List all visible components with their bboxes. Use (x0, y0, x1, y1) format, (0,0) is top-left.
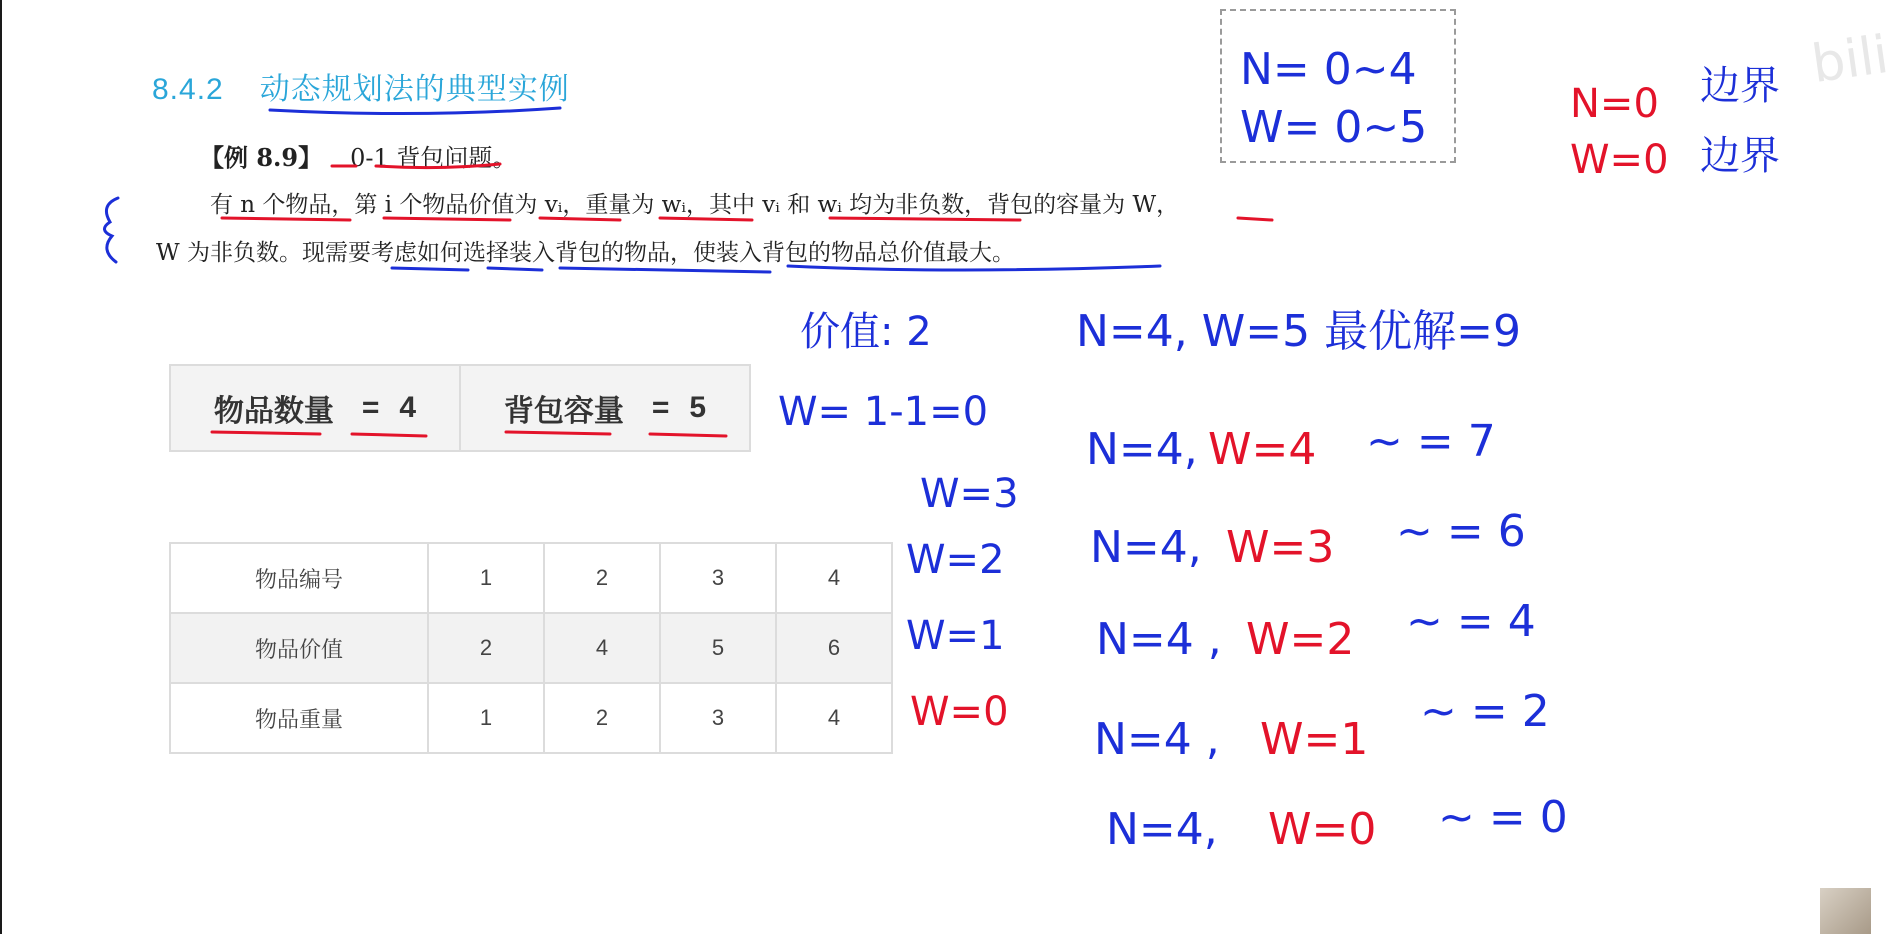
result-row-6-n: N=4, (1106, 804, 1218, 855)
boundary-n: N=0 (1570, 81, 1659, 127)
result-row-4-w: W=2 (1246, 614, 1355, 665)
capacity-equals: = (651, 391, 670, 424)
box-n-range: N= 0~4 (1240, 44, 1417, 95)
problem-text-line-2: W 为非负数。现需要考虑如何选择装入背包的物品，使装入背包的物品总价值最大。 (156, 240, 1015, 266)
w1-note: W=1 (906, 613, 1005, 659)
table-cell: 4 (544, 613, 660, 683)
result-row-6-value: ~ = 0 (1438, 792, 1568, 843)
title-underline (270, 108, 560, 114)
table-cell: 6 (776, 613, 892, 683)
example-underline (332, 164, 500, 168)
result-row-6-w: W=0 (1268, 804, 1377, 855)
result-row-5-value: ~ = 2 (1420, 686, 1550, 737)
example-title: 0-1 背包问题。 (350, 144, 517, 172)
para1-underlines (222, 218, 1272, 220)
section-title: 动态规划法的典型实例 (259, 73, 570, 106)
row-header: 物品重量 (170, 683, 428, 753)
result-row-5-n: N=4 , (1094, 714, 1220, 765)
result-row-4-n: N=4 , (1096, 614, 1222, 665)
box-w-range: W= 0~5 (1240, 102, 1428, 153)
bilibili-watermark-logo: bili (1808, 24, 1892, 96)
capacity-value: 5 (689, 391, 707, 424)
w-calc-note: W= 1-1=0 (778, 389, 989, 435)
example-label: 【例 8.9】 (200, 143, 323, 172)
table-cell: 3 (660, 543, 776, 613)
table-cell: 2 (544, 683, 660, 753)
result-row-3-w: W=3 (1226, 522, 1335, 573)
para2-underlines (392, 266, 1160, 272)
result-row-2-value: ~ = 7 (1366, 416, 1496, 467)
capacity-label: 背包容量 (503, 395, 624, 428)
margin-brace (104, 198, 118, 262)
result-row-2-w: W=4 (1208, 424, 1317, 475)
webcam-thumbnail (1820, 888, 1871, 934)
table-cell: 1 (428, 543, 544, 613)
table-cell: 2 (544, 543, 660, 613)
item-count-equals: = (361, 391, 380, 424)
table-cell: 4 (776, 683, 892, 753)
w2-note: W=2 (906, 537, 1005, 583)
result-row-5-w: W=1 (1260, 714, 1369, 765)
boundary-w: W=0 (1570, 137, 1669, 183)
result-row-1: N=4, W=5 最优解=9 (1076, 306, 1521, 357)
item-count-label: 物品数量 (213, 395, 334, 428)
params-underlines (212, 432, 726, 436)
table-cell: 4 (776, 543, 892, 613)
w0-note: W=0 (910, 689, 1009, 735)
w3-note: W=3 (920, 471, 1019, 517)
boundary-note-2: 边界 (1700, 133, 1780, 179)
problem-text-line-1: 有 n 个物品，第 i 个物品价值为 vᵢ，重量为 wᵢ，其中 vᵢ 和 wᵢ 均为非负数，背包的容量为 W， (210, 192, 1180, 218)
table-cell: 3 (660, 683, 776, 753)
result-row-2-n: N=4, (1086, 424, 1198, 475)
section-number: 8.4.2 (152, 73, 224, 106)
table-cell: 5 (660, 613, 776, 683)
table-cell: 1 (428, 683, 544, 753)
boundary-note-1: 边界 (1700, 63, 1780, 109)
value-note: 价值: 2 (800, 309, 932, 355)
result-row-3-value: ~ = 6 (1396, 506, 1526, 557)
result-row-4-value: ~ = 4 (1406, 596, 1536, 647)
table-cell: 2 (428, 613, 544, 683)
result-row-3-n: N=4, (1090, 522, 1202, 573)
row-header: 物品价值 (170, 613, 428, 683)
row-header: 物品编号 (170, 543, 428, 613)
item-count-value: 4 (399, 391, 417, 424)
